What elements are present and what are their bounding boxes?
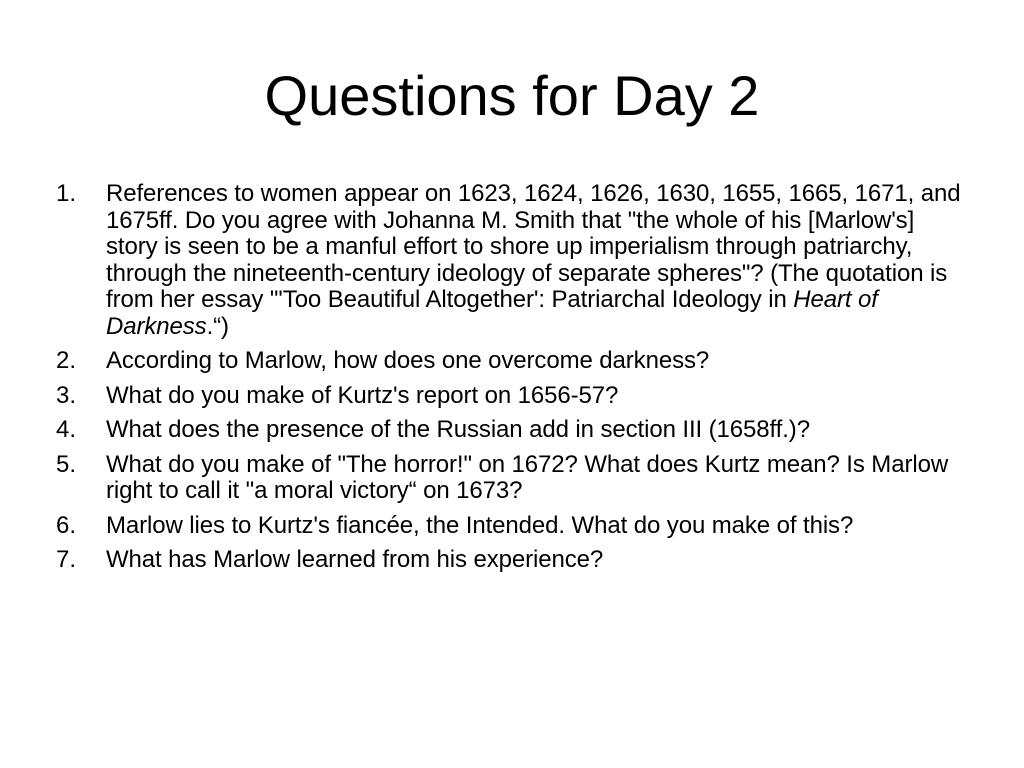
question-text-part: .“) xyxy=(206,312,229,340)
question-number: 2. xyxy=(56,347,77,374)
question-item-5 xyxy=(56,452,964,505)
question-text: What do you make of "The horror!" on 1672? What does Kurtz mean? Is Marlow right to call it "a moral victory“ on 1673? xyxy=(106,450,949,504)
question-number: 1. xyxy=(56,180,77,207)
question-text xyxy=(106,181,964,340)
question-item-1 xyxy=(56,181,964,340)
question-text: What has Marlow learned from his experience? xyxy=(106,546,604,573)
question-item-2 xyxy=(56,348,964,375)
question-number: 5. xyxy=(56,450,77,478)
question-text-part: References to women appear on 1623, 1624, 1626, 1630, 1655, 1665, 1671, and 1675ff. Do you agree with Johanna M. Smith that "the whole of his [Marlow's] story is seen to be a manful effort to shore up imperialism through patriarchy, through the nineteenth-century ideology of separate spheres"? (The quotation is from her essay "'Too Beautiful Altogether': Patriarchal Ideology in xyxy=(106,180,961,313)
question-text: What does the presence of the Russian add in section III (1658ff.)? xyxy=(106,416,810,443)
question-number: 7. xyxy=(56,546,77,573)
question-number: 3. xyxy=(56,381,77,409)
book-title-italic: Heart of Darkness xyxy=(106,286,878,340)
question-list xyxy=(56,181,964,582)
question-item-3 xyxy=(56,383,964,410)
question-text: Marlow lies to Kurtz's fiancée, the Intended. What do you make of this? xyxy=(106,511,854,539)
question-item-4 xyxy=(56,417,964,444)
question-item-7 xyxy=(56,547,964,574)
question-text: What do you make of Kurtz's report on 1656-57? xyxy=(106,381,619,409)
slide-title: Questions for Day 2 xyxy=(264,64,760,127)
question-text: According to Marlow, how does one overcome darkness? xyxy=(106,347,710,374)
question-item-6 xyxy=(56,513,964,540)
question-number: 4. xyxy=(56,416,77,443)
question-number: 6. xyxy=(56,511,77,539)
